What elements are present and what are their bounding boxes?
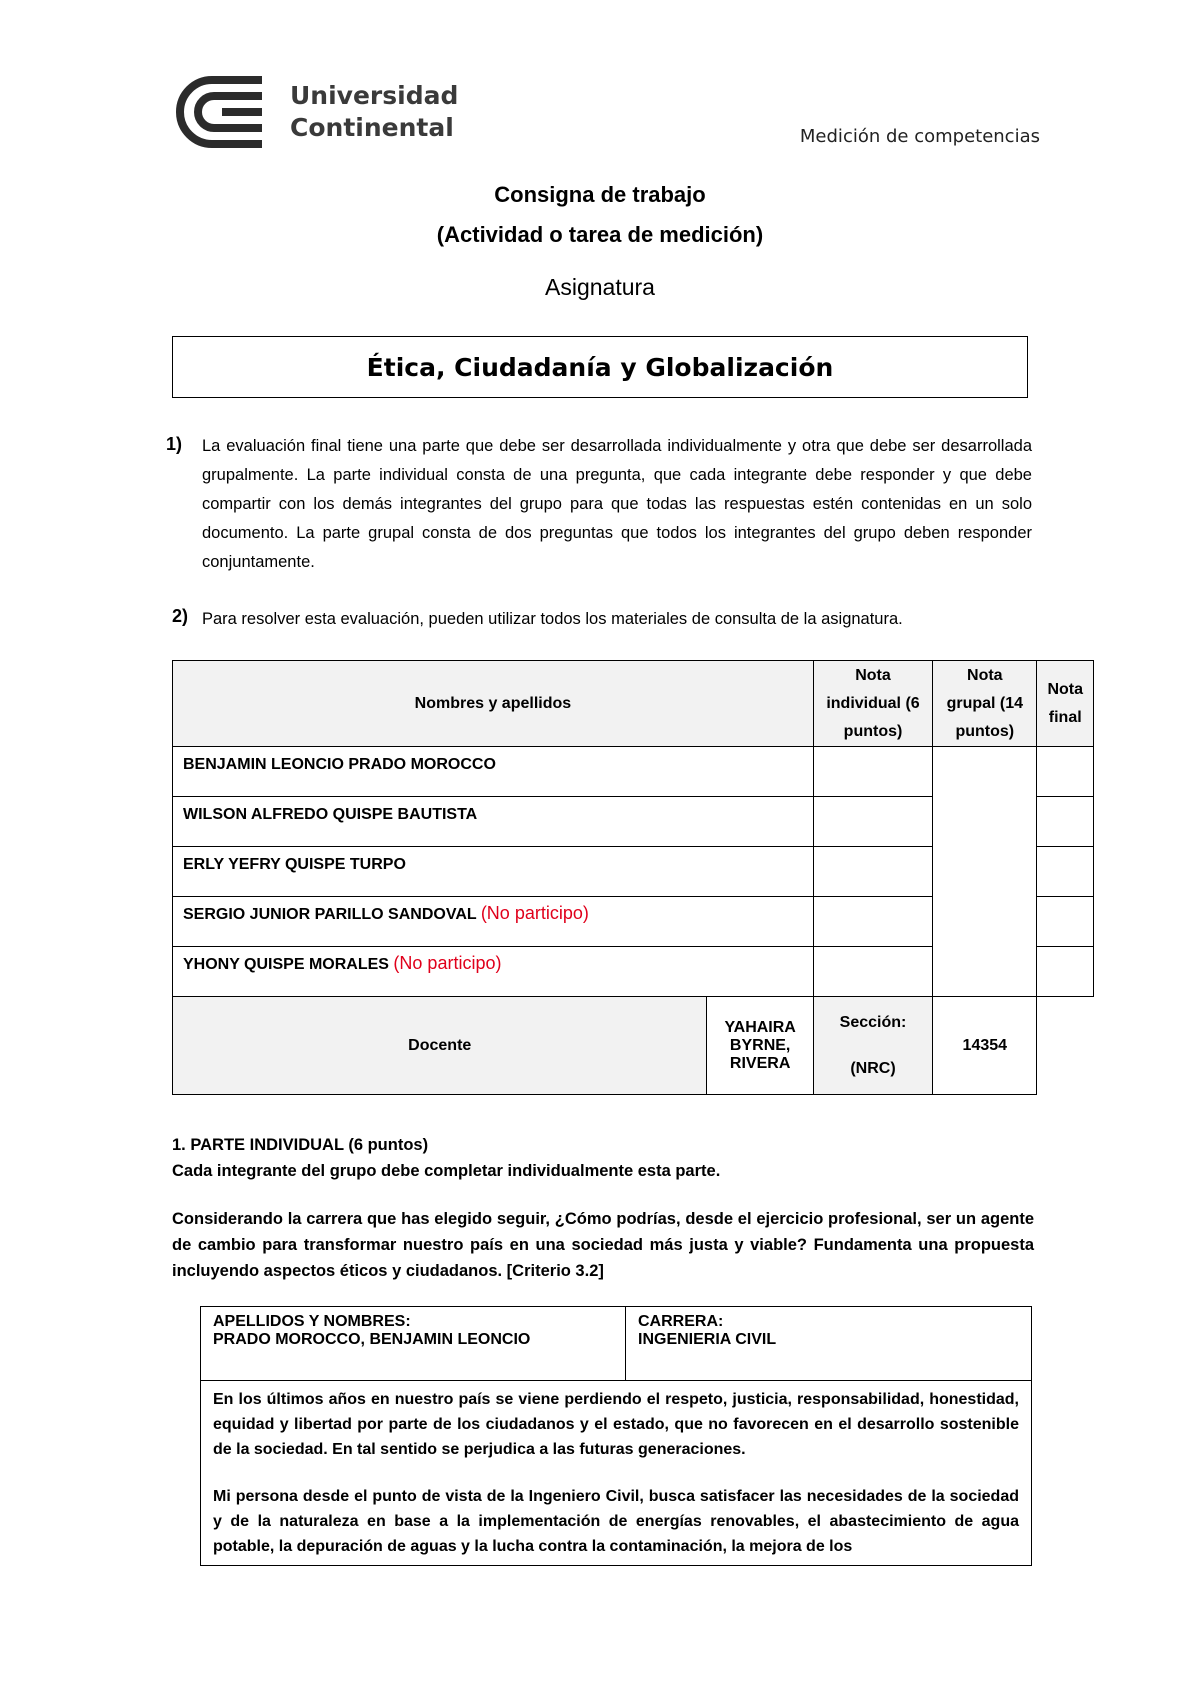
final-grade-cell <box>1037 947 1094 997</box>
final-grade-cell <box>1037 897 1094 947</box>
document-subtitle: (Actividad o tarea de medición) <box>436 222 764 247</box>
table-row <box>173 897 814 947</box>
individual-grade-cell <box>813 797 932 847</box>
names-value: PRADO MOROCCO, BENJAMIN LEONCIO <box>213 1331 531 1348</box>
student-name: SERGIO JUNIOR PARILLO SANDOVAL <box>183 906 477 923</box>
teacher-label: Docente <box>173 997 707 1095</box>
answer-paragraph-1: En los últimos años en nuestro país se viene perdiendo el respeto, justicia, responsabilidad, honestidad, equidad y libertad por parte de los ciudadanos y el estado, que no favorecen en el desarrollo sostenible de la sociedad. En tal sentido se perjudica a las futuras generaciones. <box>213 1391 1019 1458</box>
names-label: APELLIDOS Y NOMBRES: <box>213 1313 411 1330</box>
individual-grade-cell <box>813 747 932 797</box>
logo-mark-icon <box>172 74 272 150</box>
university-name <box>290 80 458 144</box>
answer-text <box>201 1381 1032 1566</box>
student-note: (No participo) <box>393 953 502 973</box>
answer-box <box>200 1306 1032 1566</box>
section-label: Sección: <box>839 1013 907 1031</box>
instruction-text-1: La evaluación final tiene una parte que debe ser desarrollada individualmente y otra que debe ser desarrollada grupalmente. La parte individual consta de una pregunta, que cada integrante debe responder y que debe compartir con los demás integrantes del grupo para que todas las respuestas estén contenidas en un solo documento. La parte grupal consta de dos preguntas que todos los integrantes del grupo deben responder conjuntamente. <box>202 437 1032 571</box>
individual-grade-cell <box>813 947 932 997</box>
subject-label: Asignatura <box>545 274 655 300</box>
part-individual-subheading: Cada integrante del grupo debe completar individualmente esta parte. <box>172 1162 721 1180</box>
individual-grade-cell <box>813 897 932 947</box>
career-value: INGENIERIA CIVIL <box>638 1331 777 1348</box>
final-grade-cell <box>1037 797 1094 847</box>
table-row <box>173 847 814 897</box>
student-name: BENJAMIN LEONCIO PRADO MOROCCO <box>183 756 496 773</box>
final-grade-cell <box>1037 847 1094 897</box>
course-name: Ética, Ciudadanía y Globalización <box>366 352 834 382</box>
table-row <box>173 947 814 997</box>
instruction-text-2: Para resolver esta evaluación, pueden utilizar todos los materiales de consulta de la asignatura. <box>202 610 903 628</box>
question-text: Considerando la carrera que has elegido seguir, ¿Cómo podrías, desde el ejercicio profesional, ser un agente de cambio para transformar nuestro país en una sociedad más justa y viable? Fundamenta una propuesta incluyendo aspectos éticos y ciudadanos. [Criterio 3.2] <box>172 1210 1034 1280</box>
document-title: Consigna de trabajo <box>494 182 706 207</box>
group-grade-cell <box>933 747 1037 997</box>
table-row <box>173 797 814 847</box>
header-names: Nombres y apellidos <box>173 661 814 747</box>
grades-table <box>172 660 1094 1095</box>
answer-paragraph-2: Mi persona desde el punto de vista de la Ingeniero Civil, busca satisfacer las necesidades de la sociedad y de la naturaleza en base a la implementación de energías renovables, el abastecimiento de agua potable, la depuración de aguas y la lucha contra la contaminación, la mejora de los <box>213 1488 1019 1555</box>
individual-grade-cell <box>813 847 932 897</box>
career-cell <box>626 1307 1032 1381</box>
names-cell <box>201 1307 626 1381</box>
part-individual-heading: 1. PARTE INDIVIDUAL (6 puntos) <box>172 1136 429 1154</box>
teacher-name: YAHAIRA BYRNE, RIVERA <box>707 997 813 1095</box>
student-note: (No participo) <box>480 903 589 923</box>
section-sub: (NRC) <box>850 1059 896 1077</box>
header-individual: Nota individual (6 puntos) <box>813 661 932 747</box>
student-name: YHONY QUISPE MORALES <box>183 956 389 973</box>
student-name: WILSON ALFREDO QUISPE BAUTISTA <box>183 806 478 823</box>
university-name-line2: Continental <box>290 113 454 142</box>
header-group: Nota grupal (14 puntos) <box>933 661 1037 747</box>
header-final: Nota final <box>1037 661 1094 747</box>
table-row <box>173 747 814 797</box>
course-name-box <box>172 336 1028 398</box>
section-value: 14354 <box>933 997 1037 1095</box>
section-label-cell <box>813 997 932 1095</box>
final-grade-cell <box>1037 747 1094 797</box>
instruction-number-2: 2) <box>172 606 189 626</box>
career-label: CARRERA: <box>638 1313 724 1330</box>
university-name-line1: Universidad <box>290 81 459 110</box>
header-label: Medición de competencias <box>799 126 1040 147</box>
instruction-number-1: 1) <box>166 434 183 454</box>
student-name: ERLY YEFRY QUISPE TURPO <box>183 856 406 873</box>
